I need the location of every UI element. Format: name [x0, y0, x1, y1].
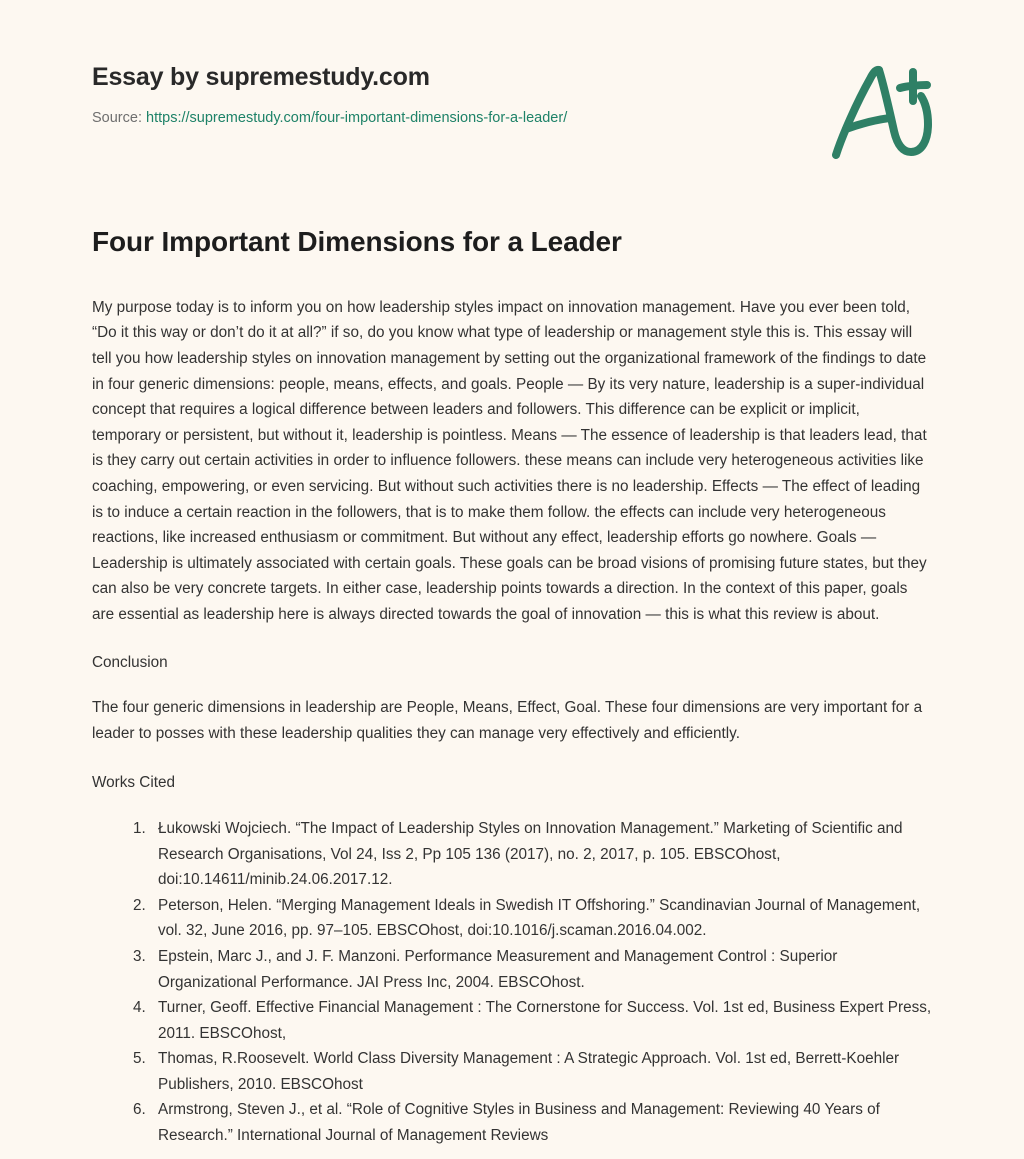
- page-header: [0, 0, 1024, 128]
- page-title: Four Important Dimensions for a Leader: [92, 225, 622, 257]
- list-item: 5. Thomas, R.Roosevelt. World Class Diversity Management : A Strategic Approach. Vol. 1st ed, Berrett-Koehler Publishers, 2010. EBSCOhost: [150, 1046, 932, 1097]
- source-url-link[interactable]: https://supremestudy.com/four-important-dimensions-for-a-leader/: [146, 110, 568, 126]
- intro-paragraph: My purpose today is to inform you on how leadership styles impact on innovation management. Have you ever been told, “Do it this way or don’t do it at all?” if so, do you know what type of leadership or management style this is. This essay will tell you how leadership styles on innovation management by setting out the organizational framework of the findings to date in four generic dimensions: people, means, effects, and goals. People — By its very nature, leadership is a super-individual concept that requires a logical difference between leaders and followers. This difference can be explicit or implicit, temporary or persistent, but without it, leadership is pointless. Means — The essence of leadership is that leaders lead, that is they carry out certain activities in order to influence followers. these means can include very heterogeneous activities like coaching, empowering, or even servicing. But without such activities there is no leadership. Effects — The effect of leading is to induce a certain reaction in the followers, that is to make them follow. the effects can include very heterogeneous reactions, like increased enthusiasm or commitment. But without any effect, leadership efforts go nowhere. Goals — Leadership is ultimately associated with certain goals. These goals can be broad visions of promising future states, but they can also be very concrete targets. In either case, leadership points towards a direction. In the context of this paper, goals are essential as leadership here is always directed towards the goal of innovation — this is what this review is about.: [92, 298, 927, 623]
- source-line: [92, 109, 932, 128]
- works-cited-heading: Works Cited: [92, 774, 176, 792]
- list-item: 2. Peterson, Helen. “Merging Management Ideals in Swedish IT Offshoring.” Scandinavian Journal of Management, vol. 32, June 2016, pp. 97–105. EBSCOhost, doi:10.1016/j.scaman.2016.04.002.: [150, 893, 932, 944]
- conclusion-heading: Conclusion: [92, 653, 168, 671]
- source-label: Source:: [92, 110, 142, 126]
- article-body: [0, 128, 1024, 1159]
- list-item: 3. Epstein, Marc J., and J. F. Manzoni. Performance Measurement and Management Control : Superior Organizational Performance. JAI Press Inc, 2004. EBSCOhost.: [150, 944, 932, 995]
- list-item: 6. Armstrong, Steven J., et al. “Role of Cognitive Styles in Business and Management: Reviewing 40 Years of Research.” International Journal of Management Reviews: [150, 1097, 932, 1148]
- list-item: 1. Łukowski Wojciech. “The Impact of Leadership Styles on Innovation Management.” Marketing of Scientific and Research Organisations, Vol 24, Iss 2, Pp 105 136 (2017), no. 2, 2017, p. 105. EBSCOhost, doi:10.14611/minib.24.06.2017.12.: [150, 816, 932, 893]
- site-title: Essay by supremestudy.com: [92, 63, 430, 91]
- list-item: 4. Turner, Geoff. Effective Financial Management : The Cornerstone for Success. Vol. 1st ed, Business Expert Press, 2011. EBSCOhost,: [150, 995, 932, 1046]
- a-plus-logo-icon: [824, 58, 940, 162]
- conclusion-paragraph: The four generic dimensions in leadership are People, Means, Effect, Goal. These four dimensions are very important for a leader to posses with these leadership qualities they can manage very effectively and efficiently.: [92, 699, 923, 742]
- works-cited-list: [92, 796, 932, 1159]
